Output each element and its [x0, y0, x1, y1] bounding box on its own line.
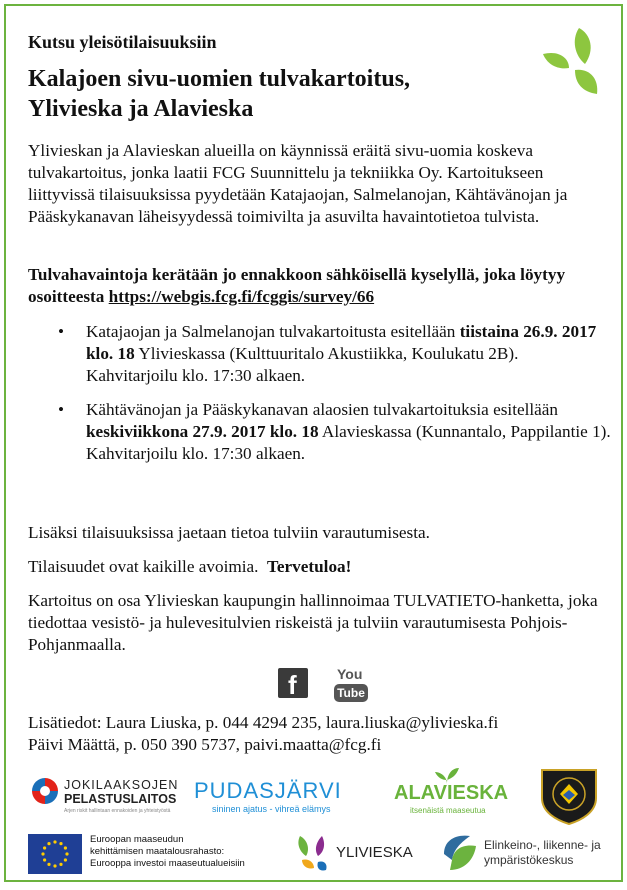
- ely-mark-icon: [440, 830, 480, 876]
- bullet: •: [58, 400, 65, 419]
- jokilaaksojen-name-2: PELASTUSLAITOS: [64, 792, 177, 806]
- youtube-icon[interactable]: [334, 666, 368, 706]
- eu-logo: [28, 834, 268, 878]
- eu-text-line-3: Eurooppa investoi maaseutualueisiin: [90, 858, 245, 869]
- ely-text: [484, 838, 601, 868]
- jokilaaksojen-logo: [30, 774, 190, 814]
- eu-flag-icon: [28, 834, 82, 874]
- invitation-page: [4, 4, 623, 882]
- list-item: [28, 399, 613, 465]
- logos-row-top: [6, 764, 621, 824]
- event-date: tiistaina 26.9. 2017 klo. 18: [86, 322, 597, 363]
- pudasjarvi-logo: [194, 778, 374, 818]
- pudasjarvi-name: PUDASJÄRVI: [194, 778, 342, 803]
- ely-text-line-1: Elinkeino-, liikenne- ja: [484, 838, 601, 852]
- facebook-icon[interactable]: [278, 668, 308, 698]
- pudasjarvi-slogan: sininen ajatus - vihreä elämys: [212, 804, 331, 814]
- page-title: [28, 64, 528, 124]
- title-line-2: Ylivieska ja Alavieska: [28, 96, 254, 122]
- event-text: Katajaojan ja Salmelanojan tulvakartoitusta esitellään: [86, 322, 460, 341]
- event-text: Kähtävänojan ja Pääskykanavan alaosien tulvakartoituksia esitellään: [86, 400, 559, 419]
- alavieska-name: ALAVIESKA: [394, 782, 509, 804]
- invitation-label: Kutsu yleisötilaisuuksiin: [28, 32, 217, 52]
- jokilaaksojen-mark-icon: [30, 776, 60, 806]
- survey-text: Tulvahavaintoja kerätään jo ennakkoon sähköisellä kyselyllä, joka löytyy osoitteesta: [28, 265, 566, 306]
- contact-info: [28, 712, 613, 756]
- event-date: keskiviikkona 27.9. 2017 klo. 18: [86, 422, 319, 441]
- ely-text-line-2: ympäristökeskus: [484, 853, 574, 867]
- survey-paragraph: [28, 264, 613, 308]
- ely-logo: [440, 830, 610, 876]
- pelastuslaitos-badge-icon: [534, 764, 604, 826]
- jokilaaksojen-slogan: Arjen riskit hallintaan ennakoiden ja yhteistyöstä: [64, 808, 171, 814]
- eu-fund-text: [90, 834, 245, 870]
- event-location: Ylivieskassa (Kulttuuritalo Akustiikka, Koulukatu 2B). Kahvitarjoilu klo. 17:30 alkaen.: [86, 344, 519, 385]
- event-location: Alavieskassa (Kunnantalo, Pappilantie 1). Kahvitarjoilu klo. 17:30 alkaen.: [86, 422, 611, 463]
- leaf-icon: [539, 24, 605, 102]
- contact-line-1: Lisätiedot: Laura Liuska, p. 044 4294 235, laura.liuska@ylivieska.fi: [28, 713, 499, 732]
- preparedness-paragraph: Lisäksi tilaisuuksissa jaetaan tietoa tulviin varautumisesta.: [28, 523, 430, 542]
- open-paragraph: [28, 556, 613, 578]
- event-list: [28, 321, 613, 477]
- ylivieska-logo: [292, 832, 422, 876]
- ylivieska-name: YLIVIESKA: [336, 844, 413, 861]
- project-paragraph: Kartoitus on osa Ylivieskan kaupungin hallinnoimaa TULVATIETO-hanketta, joka tiedottaa vesistö- ja hulevesitulvien riskeistä ja tulviin varautumisesta Pohjois-Pohjanmaalla.: [28, 591, 598, 654]
- facebook-glyph: f: [288, 670, 297, 700]
- eu-text-line-1: Euroopan maaseudun: [90, 834, 184, 845]
- survey-link[interactable]: https://webgis.fcg.fi/fcggis/survey/66: [108, 287, 375, 306]
- list-item: [28, 321, 613, 387]
- alavieska-slogan: itsenäistä maaseutua: [410, 806, 486, 815]
- bullet: •: [58, 322, 65, 341]
- youtube-tube: Tube: [334, 684, 368, 702]
- alavieska-logo: [390, 768, 530, 818]
- title-line-1: Kalajoen sivu-uomien tulvakartoitus,: [28, 66, 411, 92]
- youtube-you: You: [337, 666, 363, 682]
- contact-line-2: Päivi Määttä, p. 050 390 5737, paivi.maatta@fcg.fi: [28, 735, 382, 754]
- open-text: Tilaisuudet ovat kaikille avoimia.: [28, 557, 259, 576]
- intro-paragraph: Ylivieskan ja Alavieskan alueilla on käynnissä eräitä sivu-uomia koskeva tulvakartoitus, jonka laatii FCG Suunnittelu ja tekniikka Oy. Kartoitukseen liittyvissä tilaisuuksissa pyydetään Katajaojan, Salmelanojan, Kähtävänojan ja Pääskykanavan läheisyydessä toimivilta ja asuvilta havaintotietoa tulvista.: [28, 141, 568, 226]
- welcome-text: Tervetuloa!: [267, 557, 352, 576]
- jokilaaksojen-name-1: JOKILAAKSOJEN: [64, 778, 179, 792]
- logos-row-bottom: [6, 824, 621, 880]
- eu-text-line-2: kehittämisen maatalousrahasto:: [90, 846, 225, 857]
- ylivieska-mark-icon: [292, 832, 332, 876]
